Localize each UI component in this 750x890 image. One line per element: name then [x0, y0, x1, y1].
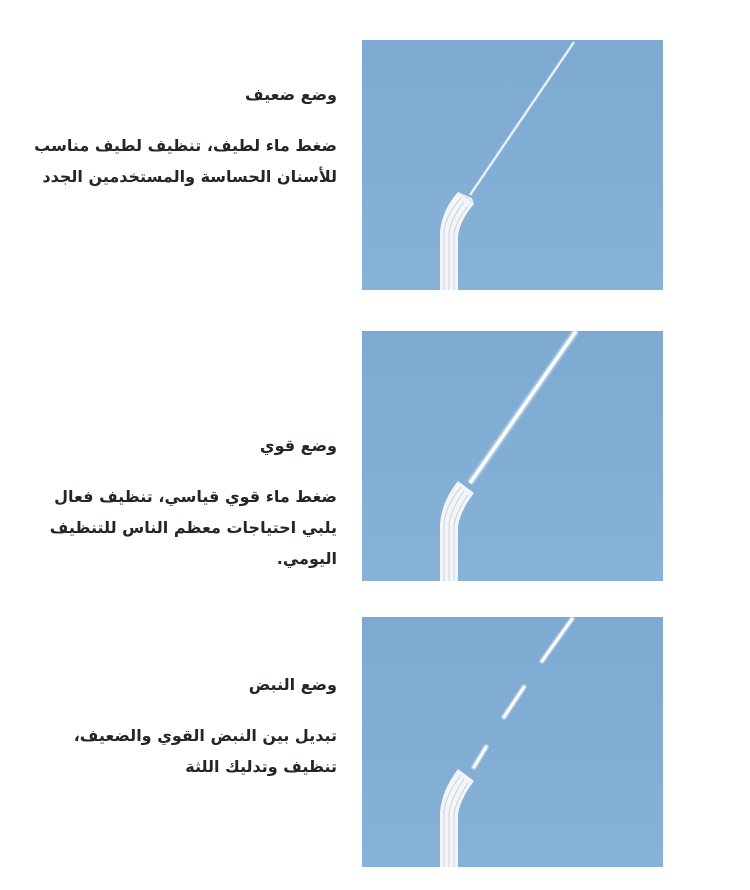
- mode-pulse-description: تبديل بين النبض القوي والضعيف، تنظيف وتدليك اللثة: [73, 726, 337, 776]
- mode-pulse-title: وضع النبض: [248, 675, 337, 694]
- water-flosser-gentle-icon: [362, 40, 663, 290]
- mode-pulse-image: [362, 617, 663, 867]
- mode-weak-description: ضغط ماء لطيف، تنظيف لطيف مناسب للأسنان الحساسة والمستخدمين الجدد: [34, 136, 337, 186]
- water-flosser-pulse-icon: [362, 617, 663, 867]
- water-flosser-strong-icon: [362, 331, 663, 581]
- mode-strong-text: [27, 435, 337, 574]
- mode-pulse-text: [27, 674, 337, 782]
- mode-strong-description: ضغط ماء قوي قياسي، تنظيف فعال يلبي احتياجات معظم الناس للتنظيف اليومي.: [49, 487, 337, 568]
- mode-weak-image: [362, 40, 663, 290]
- mode-weak-title: وضع ضعيف: [245, 85, 337, 104]
- mode-strong-title: وضع قوي: [259, 436, 337, 455]
- mode-strong-image: [362, 331, 663, 581]
- mode-weak-text: [27, 84, 337, 192]
